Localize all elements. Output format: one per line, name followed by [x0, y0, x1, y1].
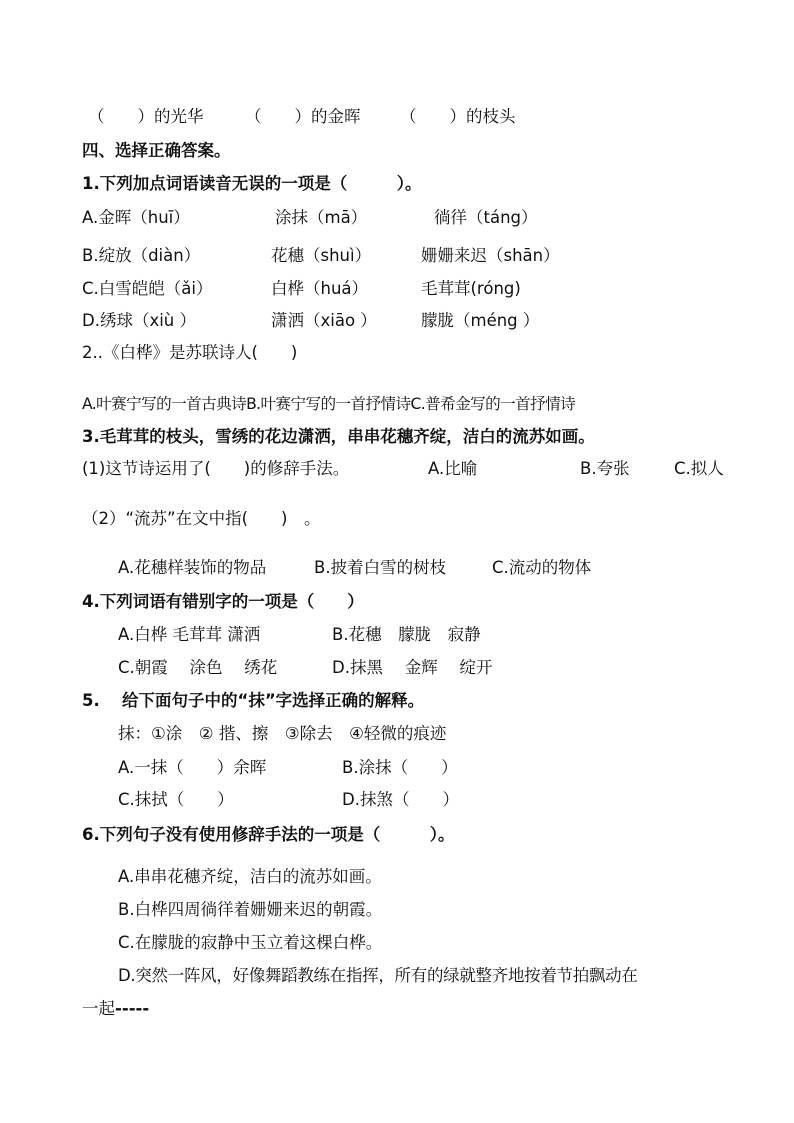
sub1-option-a: A.比喻	[428, 459, 478, 478]
fill-blank-item: （ ）的光华	[88, 107, 204, 126]
q4-option-a: A.白桦 毛茸茸 潇洒	[118, 625, 261, 644]
question-5-row-1	[118, 757, 458, 779]
question-3-sub2: （2）“流苏”在文中指( ) 。	[82, 509, 321, 528]
sub2-option-a: A.花穗样装饰的物品	[118, 558, 267, 577]
question-5-row-2	[118, 789, 459, 811]
question-5-stem: 5. 给下面句子中的“抹”字选择正确的解释。	[82, 691, 425, 710]
question-2-stem: 2..《白桦》是苏联诗人( )	[82, 343, 298, 362]
sub1-option-b: B.夸张	[580, 459, 630, 478]
option-a: A.金晖（huī）	[82, 208, 190, 227]
q4-option-c: C.朝霞 涂色 绣花	[118, 658, 278, 677]
fill-blank-row	[88, 106, 516, 128]
question-4-row-2	[118, 657, 492, 679]
question-4-row-1	[118, 624, 481, 646]
q6-option-b: B.白桦四周徜徉着姗姗来迟的朝霞。	[118, 900, 383, 919]
question-1-row-b	[82, 245, 560, 267]
q6-option-a: A.串串花穗齐绽，洁白的流苏如画。	[118, 867, 382, 886]
option-b-2: 花穗（shuì）	[271, 246, 372, 265]
option-c-3: 毛茸茸(róng)	[421, 279, 521, 298]
section-heading: 四、选择正确答案。	[82, 141, 231, 160]
fill-blank-item: （ ）的枝头	[400, 107, 516, 126]
option-d: D.绣球（xiù ）	[82, 311, 197, 330]
q6-option-c: C.在朦胧的寂静中玉立着这棵白桦。	[118, 933, 383, 952]
q5-option-b: B.涂抹（ ）	[342, 758, 458, 777]
option-a-3: 徜徉（táng）	[434, 208, 538, 227]
question-3-stem: 3.毛茸茸的枝头，雪绣的花边潇洒，串串花穗齐绽，洁白的流苏如画。	[82, 427, 595, 446]
fill-blank-item: （ ）的金晖	[245, 107, 361, 126]
question-1-row-a	[82, 207, 538, 229]
question-3-sub2-options	[118, 557, 591, 579]
option-d-3: 朦胧（méng ）	[421, 311, 540, 330]
sub2-option-c: C.流动的物体	[492, 558, 592, 577]
option-a-2: 涂抹（mā）	[275, 208, 368, 227]
option-b: B.绽放（diàn）	[82, 246, 201, 265]
option-b-3: 姗姗来迟（shān）	[421, 246, 560, 265]
question-6-stem: 6.下列句子没有使用修辞手法的一项是（ ）。	[82, 825, 455, 844]
continuation-text: 一起	[82, 999, 115, 1018]
sub1-text: (1)这节诗运用了( )的修辞手法。	[82, 459, 350, 478]
q5-option-a: A.一抹（ ）余晖	[118, 758, 267, 777]
question-1-row-c	[82, 278, 521, 300]
q4-option-d: D.抹黑 金辉 绽开	[332, 658, 493, 677]
question-3-sub1	[82, 458, 724, 480]
question-1-row-d	[82, 310, 539, 332]
q4-option-b: B.花穗 朦胧 寂静	[332, 625, 481, 644]
q5-option-d: D.抹煞（ ）	[342, 790, 459, 809]
option-c-2: 白桦（huá）	[271, 279, 369, 298]
sub2-option-b: B.披着白雪的树枝	[314, 558, 447, 577]
question-4-stem: 4.下列词语有错别字的一项是（ ）	[82, 592, 364, 611]
question-1-stem: 1.下列加点词语读音无误的一项是（ ）。	[82, 174, 422, 193]
q5-option-c: C.抹拭（ ）	[118, 790, 234, 809]
q6-option-d: D.突然一阵风，好像舞蹈教练在指挥，所有的绿就整齐地按着节拍飘动在	[118, 966, 638, 985]
sub1-option-c: C.拟人	[674, 459, 724, 478]
q6-option-d-continuation	[82, 998, 149, 1020]
option-d-2: 潇洒（xiāo ）	[271, 311, 377, 330]
option-c: C.白雪皑皑（ǎi）	[82, 279, 213, 298]
question-2-options: A.叶赛宁写的一首古典诗B.叶赛宁写的一首抒情诗C.普希金写的一首抒情诗	[82, 395, 576, 413]
trailing-dashes: -----	[115, 999, 150, 1018]
question-5-definitions: 抹：①涂 ② 揩、擦 ③除去 ④轻微的痕迹	[118, 724, 447, 743]
